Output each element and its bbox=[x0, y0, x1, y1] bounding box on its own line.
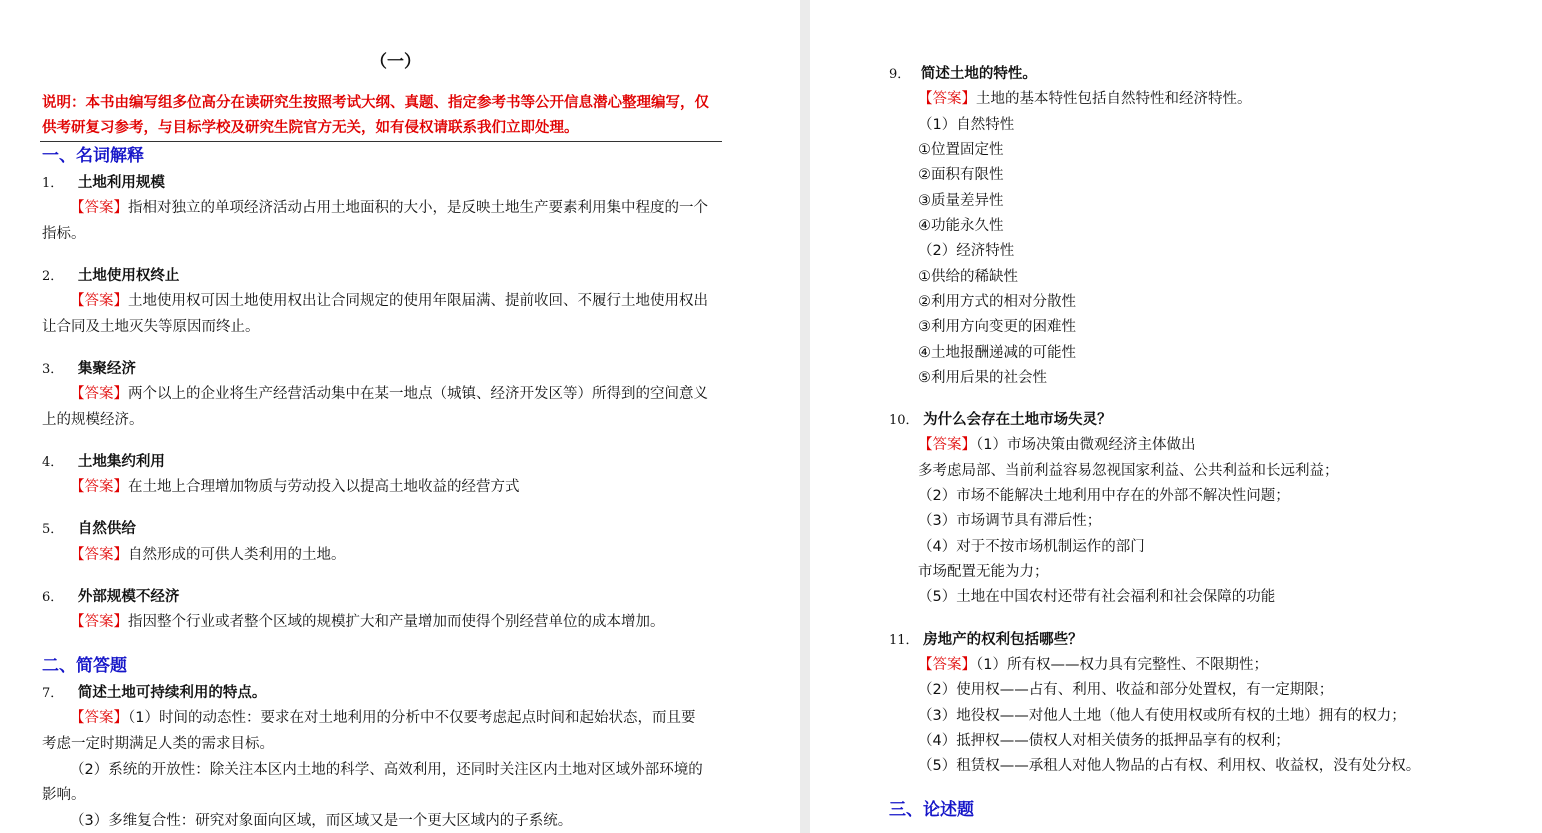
answer-9-item: ④功能永久性 bbox=[918, 218, 1004, 234]
question-number: 7． bbox=[42, 686, 64, 701]
answer-11-item: （2）使用权——占有、利用、收益和部分处置权，有一定期限； bbox=[918, 682, 1334, 698]
answer-1-line-1 bbox=[70, 198, 708, 218]
question-title: 土地利用规模 bbox=[77, 175, 165, 191]
question-3 bbox=[42, 359, 136, 380]
question-title: 简述土地的特性。 bbox=[920, 66, 1037, 82]
question-1 bbox=[42, 173, 165, 194]
question-title: 外部规模不经济 bbox=[77, 589, 180, 605]
answer-9-item: ②利用方式的相对分散性 bbox=[918, 294, 1076, 310]
question-title: 自然供给 bbox=[77, 521, 136, 537]
answer-10-item: 市场配置无能为力； bbox=[918, 564, 1049, 580]
question-7 bbox=[42, 683, 266, 704]
page-title: （一） bbox=[370, 52, 421, 72]
answer-tag: 【答案】 bbox=[918, 437, 976, 453]
answer-9-item: ③质量差异性 bbox=[918, 193, 1004, 209]
question-number: 1． bbox=[42, 176, 64, 191]
answer-tag: 【答案】 bbox=[70, 547, 128, 563]
section-heading-1: 一、名词解释 bbox=[42, 146, 144, 166]
answer-text: 在土地上合理增加物质与劳动投入以提高土地收益的经营方式 bbox=[128, 479, 520, 495]
question-number: 9． bbox=[889, 67, 911, 82]
answer-text: （1）市场决策由微观经济主体做出 bbox=[976, 437, 1196, 453]
answer-tag: 【答案】 bbox=[918, 657, 976, 673]
question-10 bbox=[889, 410, 1112, 431]
answer-5-line-1 bbox=[70, 545, 346, 565]
answer-text: （1）所有权——权力具有完整性、不限期性； bbox=[976, 657, 1268, 673]
answer-10-item: 多考虑局部、当前利益容易忽视国家利益、公共利益和长远利益； bbox=[918, 463, 1339, 479]
question-11 bbox=[889, 630, 1083, 651]
answer-11-line-1 bbox=[918, 655, 1268, 675]
answer-7-line-2: 考虑一定时期满足人类的需求目标。 bbox=[42, 736, 274, 752]
question-2 bbox=[42, 266, 179, 287]
question-5 bbox=[42, 519, 136, 540]
answer-11-item: （4）抵押权——债权人对相关债务的抵押品享有的权利； bbox=[918, 733, 1290, 749]
answer-3-line-2: 上的规模经济。 bbox=[42, 412, 144, 428]
question-title: 土地集约利用 bbox=[77, 454, 165, 470]
answer-9-item: （1）自然特性 bbox=[918, 117, 1015, 133]
question-title: 集聚经济 bbox=[77, 361, 136, 377]
answer-9-item: （2）经济特性 bbox=[918, 243, 1015, 259]
answer-7-line-1 bbox=[70, 708, 695, 728]
answer-9-item: ④土地报酬递减的可能性 bbox=[918, 345, 1076, 361]
answer-11-item: （5）租赁权——承租人对他人物品的占有权、利用权、收益权，没有处分权。 bbox=[918, 758, 1421, 774]
answer-10-line-1 bbox=[918, 435, 1195, 455]
question-number: 10． bbox=[889, 413, 919, 428]
notice-line-1: 说明：本书由编写组多位高分在读研究生按照考试大纲、真题、指定参考书等公开信息潜心整理编写，仅 bbox=[42, 95, 709, 111]
answer-tag: 【答案】 bbox=[70, 479, 128, 495]
answer-1-line-2: 指标。 bbox=[42, 226, 86, 242]
answer-10-item: （5）土地在中国农村还带有社会福利和社会保障的功能 bbox=[918, 589, 1276, 605]
divider-line bbox=[40, 141, 722, 142]
answer-3-line-1 bbox=[70, 384, 708, 404]
answer-2-line-1 bbox=[70, 291, 708, 311]
question-9 bbox=[889, 64, 1037, 85]
question-title: 为什么会存在土地市场失灵？ bbox=[923, 412, 1112, 428]
answer-6-line-1 bbox=[70, 612, 665, 632]
answer-text: （1）时间的动态性：要求在对土地利用的分析中不仅要考虑起点时间和起始状态，而且要 bbox=[128, 710, 696, 726]
answer-text: 土地的基本特性包括自然特性和经济特性。 bbox=[976, 91, 1252, 107]
answer-9-item: ①供给的稀缺性 bbox=[918, 269, 1018, 285]
question-6 bbox=[42, 587, 179, 608]
question-title: 土地使用权终止 bbox=[77, 268, 180, 284]
answer-10-item: （4）对于不按市场机制运作的部门 bbox=[918, 539, 1145, 555]
answer-text: 土地使用权可因土地使用权出让合同规定的使用年限届满、提前收回、不履行土地使用权出 bbox=[128, 293, 708, 309]
answer-10-item: （2）市场不能解决土地利用中存在的外部不解决性问题； bbox=[918, 488, 1290, 504]
answer-tag: 【答案】 bbox=[70, 710, 128, 726]
answer-text: 两个以上的企业将生产经营活动集中在某一地点（城镇、经济开发区等）所得到的空间意义 bbox=[128, 386, 708, 402]
document-page-right bbox=[810, 0, 1542, 833]
answer-tag: 【答案】 bbox=[918, 91, 976, 107]
answer-10-item: （3）市场调节具有滞后性； bbox=[918, 513, 1102, 529]
question-number: 11． bbox=[889, 633, 919, 648]
answer-7-line-3: （2）系统的开放性：除关注本区内土地的科学、高效利用，还同时关注区内土地对区域外部环境的 bbox=[70, 762, 703, 778]
answer-9-item: ③利用方向变更的困难性 bbox=[918, 319, 1076, 335]
question-number: 4． bbox=[42, 455, 64, 470]
answer-9-item: ①位置固定性 bbox=[918, 142, 1004, 158]
answer-9-item: ②面积有限性 bbox=[918, 167, 1004, 183]
answer-tag: 【答案】 bbox=[70, 386, 128, 402]
answer-7-line-5: （3）多维复合性：研究对象面向区域，而区域又是一个更大区域内的子系统。 bbox=[70, 813, 573, 829]
answer-4-line-1 bbox=[70, 477, 520, 497]
answer-tag: 【答案】 bbox=[70, 200, 128, 216]
question-number: 6． bbox=[42, 590, 64, 605]
answer-7-line-4: 影响。 bbox=[42, 787, 86, 803]
answer-tag: 【答案】 bbox=[70, 614, 128, 630]
question-title: 房地产的权利包括哪些？ bbox=[923, 632, 1083, 648]
answer-tag: 【答案】 bbox=[70, 293, 128, 309]
answer-9-line-1 bbox=[918, 89, 1252, 109]
question-number: 5． bbox=[42, 522, 64, 537]
question-title: 简述土地可持续利用的特点。 bbox=[77, 685, 267, 701]
answer-11-item: （3）地役权——对他人土地（他人有使用权或所有权的土地）拥有的权力； bbox=[918, 708, 1406, 724]
notice-line-2: 供考研复习参考，与目标学校及研究生院官方无关，如有侵权请联系我们立即处理。 bbox=[42, 120, 579, 136]
answer-2-line-2: 让合同及土地灭失等原因而终止。 bbox=[42, 319, 260, 335]
answer-9-item: ⑤利用后果的社会性 bbox=[918, 370, 1047, 386]
section-heading-2: 二、简答题 bbox=[42, 656, 127, 676]
section-heading-3: 三、论述题 bbox=[889, 800, 974, 820]
answer-text: 指相对独立的单项经济活动占用土地面积的大小，是反映土地生产要素利用集中程度的一个 bbox=[128, 200, 708, 216]
question-4 bbox=[42, 452, 165, 473]
question-number: 3． bbox=[42, 362, 64, 377]
answer-text: 自然形成的可供人类利用的土地。 bbox=[128, 547, 346, 563]
answer-text: 指因整个行业或者整个区域的规模扩大和产量增加而使得个别经营单位的成本增加。 bbox=[128, 614, 665, 630]
question-number: 2． bbox=[42, 269, 64, 284]
